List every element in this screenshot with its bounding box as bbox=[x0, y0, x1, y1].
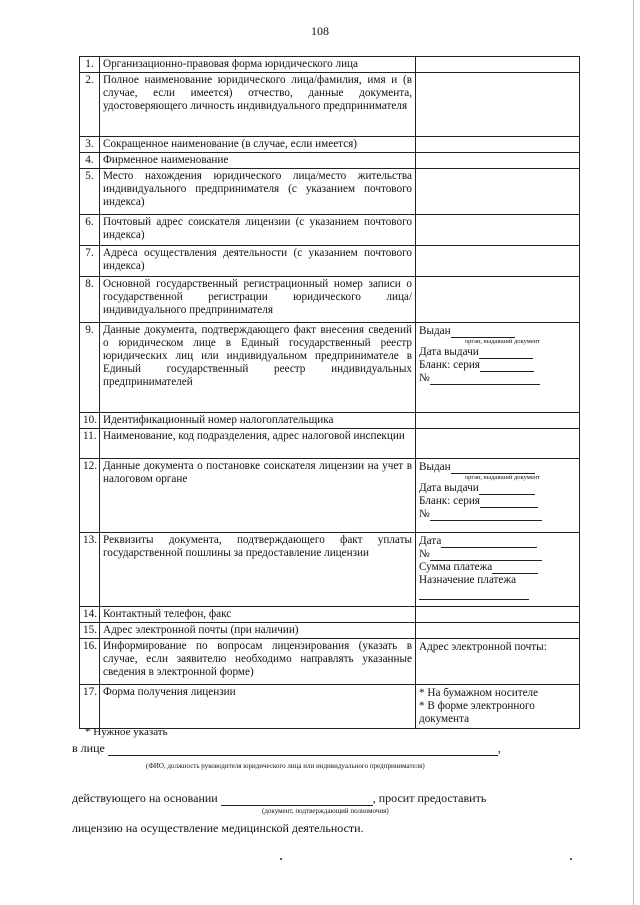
row-label: Форма получения лицензии bbox=[100, 685, 416, 729]
scan-dot bbox=[280, 858, 282, 860]
row-value-field[interactable] bbox=[416, 215, 580, 246]
issue-date-line[interactable]: Дата выдачи bbox=[419, 482, 576, 495]
issuer-caption: орган, выдавший документ bbox=[464, 338, 541, 345]
table-row bbox=[80, 685, 580, 729]
scan-dot bbox=[570, 858, 572, 860]
row-label: Сокращенное наименование (в случае, если имеется) bbox=[100, 137, 416, 153]
row-number: 14. bbox=[80, 607, 100, 623]
row-label: Данные документа, подтверждающего факт внесения сведений о юридическом лице в Единый государственный реестр юридических лиц или индивидуальном предпринимателе в Единый государственный реестр индивидуальных предпринимателей bbox=[100, 323, 416, 413]
table-row bbox=[80, 459, 580, 533]
row-value-field[interactable] bbox=[416, 429, 580, 459]
row-label: Контактный телефон, факс bbox=[100, 607, 416, 623]
row-value-field[interactable] bbox=[416, 623, 580, 639]
number-line[interactable]: № bbox=[419, 508, 576, 521]
row-label: Место нахождения юридического лица/место жительства индивидуального предпринимателя (с указанием почтового индекса) bbox=[100, 169, 416, 215]
row-value-field[interactable] bbox=[416, 607, 580, 623]
scan-edge bbox=[633, 0, 634, 905]
row-number: 5. bbox=[80, 169, 100, 215]
table-row bbox=[80, 137, 580, 153]
row-value-field[interactable] bbox=[416, 413, 580, 429]
payment-amount-line[interactable]: Сумма платежа bbox=[419, 561, 576, 574]
row-number: 10. bbox=[80, 413, 100, 429]
acting-basis-input[interactable] bbox=[221, 794, 373, 806]
row-value-field[interactable] bbox=[416, 277, 580, 323]
row-number: 6. bbox=[80, 215, 100, 246]
row-value-field[interactable] bbox=[416, 73, 580, 137]
table-row bbox=[80, 413, 580, 429]
table-row bbox=[80, 429, 580, 459]
row-number: 17. bbox=[80, 685, 100, 729]
row-number: 7. bbox=[80, 246, 100, 277]
number-line[interactable]: № bbox=[419, 372, 576, 385]
egrul-document-fields bbox=[416, 323, 580, 413]
row-value-field[interactable] bbox=[416, 246, 580, 277]
row-number: 12. bbox=[80, 459, 100, 533]
row-label: Адрес электронной почты (при наличии) bbox=[100, 623, 416, 639]
table-row bbox=[80, 153, 580, 169]
license-receipt-options bbox=[416, 685, 580, 729]
fee-payment-fields bbox=[416, 533, 580, 607]
row-number: 16. bbox=[80, 639, 100, 685]
tax-registration-fields bbox=[416, 459, 580, 533]
issuer-caption: орган, выдавший документ bbox=[464, 474, 541, 481]
page-number: 108 bbox=[311, 24, 329, 38]
footnote: * Нужное указать bbox=[85, 726, 168, 738]
license-text: лицензию на осуществление медицинской деятельности. bbox=[72, 821, 364, 835]
row-label: Фирменное наименование bbox=[100, 153, 416, 169]
table-row bbox=[80, 639, 580, 685]
form-series-line[interactable]: Бланк: серия bbox=[419, 495, 576, 508]
issue-date-line[interactable]: Дата выдачи bbox=[419, 346, 576, 359]
row-label: Адреса осуществления деятельности (с указанием почтового индекса) bbox=[100, 246, 416, 277]
acting-basis-line bbox=[72, 791, 486, 806]
form-series-line[interactable]: Бланк: серия bbox=[419, 359, 576, 372]
row-number: 2. bbox=[80, 73, 100, 137]
table-row bbox=[80, 73, 580, 137]
payment-number-line[interactable]: № bbox=[419, 548, 576, 561]
payment-purpose-line[interactable]: Назначение платежа bbox=[419, 574, 517, 586]
acting-basis-caption: (документ, подтверждающий полномочия) bbox=[262, 807, 389, 815]
notification-email-field[interactable] bbox=[416, 639, 580, 685]
acting-basis-label: действующего на основании bbox=[72, 791, 218, 805]
row-value-field[interactable] bbox=[416, 153, 580, 169]
payment-purpose-underline bbox=[419, 589, 529, 600]
row-label: Почтовый адрес соискателя лицензии (с указанием почтового индекса) bbox=[100, 215, 416, 246]
row-value-field[interactable] bbox=[416, 169, 580, 215]
table-row bbox=[80, 169, 580, 215]
row-label: Данные документа о постановке соискателя лицензии на учет в налоговом органе bbox=[100, 459, 416, 533]
row-label: Реквизиты документа, подтверждающего факт уплаты государственной пошлины за предоставление лицензии bbox=[100, 533, 416, 607]
row-label: Наименование, код подразделения, адрес налоговой инспекции bbox=[100, 429, 416, 459]
license-application-table bbox=[79, 56, 580, 729]
row-number: 9. bbox=[80, 323, 100, 413]
row-label: Полное наименование юридического лица/фамилия, имя и (в случае, если имеется) отчество, данные документа, удостоверяющего личность индивидуального предпринимателя bbox=[100, 73, 416, 137]
electronic-option[interactable]: * В форме электронного документа bbox=[419, 700, 535, 725]
issued-line[interactable]: Выдан bbox=[419, 325, 576, 338]
row-number: 3. bbox=[80, 137, 100, 153]
table-row bbox=[80, 323, 580, 413]
in-person-label: в лице bbox=[72, 741, 105, 755]
row-number: 15. bbox=[80, 623, 100, 639]
row-number: 8. bbox=[80, 277, 100, 323]
row-value-field[interactable] bbox=[416, 137, 580, 153]
row-value-field[interactable] bbox=[416, 57, 580, 73]
email-label: Адрес электронной почты: bbox=[419, 641, 547, 653]
row-number: 13. bbox=[80, 533, 100, 607]
in-person-line: в лице , bbox=[72, 741, 501, 755]
table-row bbox=[80, 623, 580, 639]
row-label: Идентификационный номер налогоплательщика bbox=[100, 413, 416, 429]
table-row bbox=[80, 533, 580, 607]
table-row bbox=[80, 246, 580, 277]
table-row bbox=[80, 215, 580, 246]
in-person-caption: (ФИО, должность руководителя юридического лица или индивидуального предпринимателя) bbox=[146, 762, 425, 770]
payment-date-line[interactable]: Дата bbox=[419, 535, 576, 548]
row-number: 1. bbox=[80, 57, 100, 73]
table-row bbox=[80, 57, 580, 73]
acting-basis-suffix: , просит предоставить bbox=[372, 791, 487, 805]
row-label: Информирование по вопросам лицензирования (указать в случае, если заявителю необходимо направлять указанные сведения в электронной форме) bbox=[100, 639, 416, 685]
table-row bbox=[80, 277, 580, 323]
table-row bbox=[80, 607, 580, 623]
row-label: Основной государственный регистрационный номер записи о государственной регистрации юридического лица/индивидуального предпринимателя bbox=[100, 277, 416, 323]
row-label: Организационно-правовая форма юридического лица bbox=[100, 57, 416, 73]
paper-option[interactable]: * На бумажном носителе bbox=[419, 687, 539, 699]
row-number: 11. bbox=[80, 429, 100, 459]
issued-line[interactable]: Выдан bbox=[419, 461, 576, 474]
row-number: 4. bbox=[80, 153, 100, 169]
in-person-input[interactable] bbox=[108, 744, 498, 756]
